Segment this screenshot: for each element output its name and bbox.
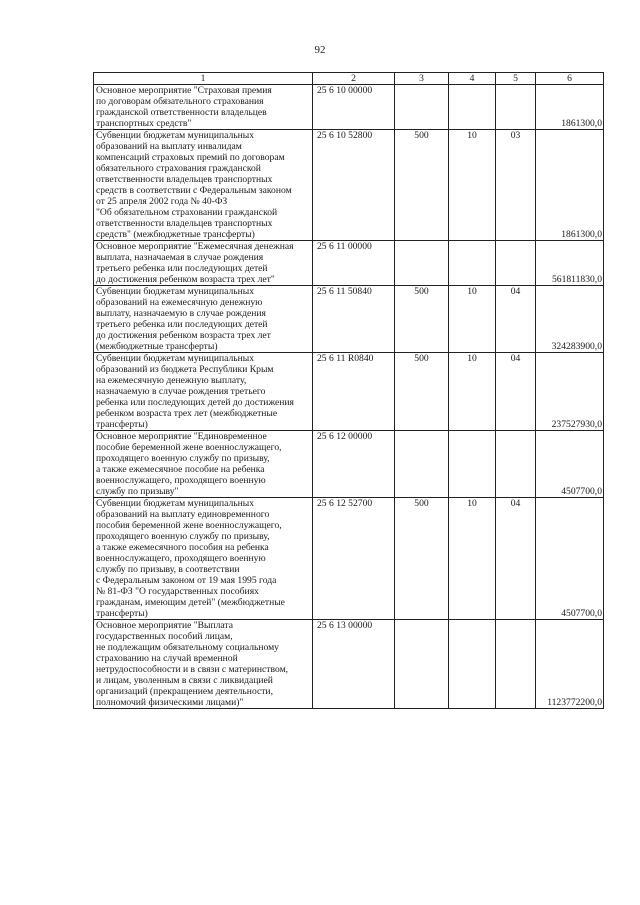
table-row	[94, 431, 604, 498]
column-header: 6	[536, 73, 604, 85]
item-code: 25 6 10 52800	[313, 130, 395, 241]
table-row	[94, 241, 604, 286]
item-col3	[395, 241, 449, 286]
item-col5: 04	[496, 498, 536, 620]
item-name: Основное мероприятие "Единовременное пособие беременной жене военнослужащего, проходящего военную службу по призыву, а также ежемесячное пособие на ребенка военнослужащего, проходящего военную службу по призыву"	[94, 431, 313, 498]
item-col3: 500	[395, 286, 449, 353]
item-col5: 03	[496, 130, 536, 241]
item-col4	[449, 85, 496, 130]
item-col5: 04	[496, 353, 536, 431]
column-header: 2	[313, 73, 395, 85]
item-amount: 237527930,0	[536, 353, 604, 431]
item-name: Субвенции бюджетам муниципальных образований на выплату единовременного пособия беременной жене военнослужащего, проходящего военную службу по призыву, а также ежемесячного пособия на ребенка военнослужащего, проходящего военную службу по призыву, в соответствии с Федеральным законом от 19 мая 1995 года № 81-ФЗ "О государственных пособиях гражданам, имеющим детей" (межбюджетные трансферты)	[94, 498, 313, 620]
table-row	[94, 620, 604, 709]
item-name: Субвенции бюджетам муниципальных образований из бюджета Республики Крым на ежемесячную денежную выплату, назначаемую в случае рождения третьего ребенка или последующих детей до достижения ребенком возраста трех лет (межбюджетные трансферты)	[94, 353, 313, 431]
item-code: 25 6 11 50840	[313, 286, 395, 353]
table-row	[94, 85, 604, 130]
item-name: Основное мероприятие "Ежемесячная денежная выплата, назначаемая в случае рождения третьего ребенка или последующих детей до достижения ребенком возраста трех лет"	[94, 241, 313, 286]
item-code: 25 6 10 00000	[313, 85, 395, 130]
item-amount: 561811830,0	[536, 241, 604, 286]
item-col5	[496, 85, 536, 130]
table-header-row	[94, 73, 604, 85]
item-col3: 500	[395, 130, 449, 241]
table-row	[94, 498, 604, 620]
item-code: 25 6 12 52700	[313, 498, 395, 620]
item-amount: 4507700,0	[536, 498, 604, 620]
item-amount: 1861300,0	[536, 130, 604, 241]
item-col4	[449, 620, 496, 709]
item-col3: 500	[395, 498, 449, 620]
item-code: 25 6 12 00000	[313, 431, 395, 498]
item-col5	[496, 241, 536, 286]
table-row	[94, 353, 604, 431]
item-col4	[449, 431, 496, 498]
item-code: 25 6 11 00000	[313, 241, 395, 286]
column-header: 1	[94, 73, 313, 85]
item-col5: 04	[496, 286, 536, 353]
item-col3	[395, 620, 449, 709]
item-col3	[395, 85, 449, 130]
table-row	[94, 130, 604, 241]
item-col5	[496, 431, 536, 498]
column-header: 5	[496, 73, 536, 85]
item-name: Субвенции бюджетам муниципальных образований на ежемесячную денежную выплату, назначаемую в случае рождения третьего ребенка или последующих детей до достижения ребенком возраста трех лет (межбюджетные трансферты)	[94, 286, 313, 353]
item-name: Субвенции бюджетам муниципальных образований на выплату инвалидам компенсаций страховых премий по договорам обязательного страхования гражданской ответственности владельцев транспортных средств в соответствии с Федеральным законом от 25 апреля 2002 года № 40-ФЗ "Об обязательном страховании гражданской ответственности владельцев транспортных средств" (межбюджетные трансферты)	[94, 130, 313, 241]
table-row	[94, 286, 604, 353]
column-header: 3	[395, 73, 449, 85]
item-col4: 10	[449, 353, 496, 431]
item-col3	[395, 431, 449, 498]
column-header: 4	[449, 73, 496, 85]
item-amount: 4507700,0	[536, 431, 604, 498]
item-code: 25 6 13 00000	[313, 620, 395, 709]
item-col4	[449, 241, 496, 286]
item-amount: 1123772200,0	[536, 620, 604, 709]
item-name: Основное мероприятие "Страховая премия по договорам обязательного страхования гражданской ответственности владельцев транспортных средств"	[94, 85, 313, 130]
item-col4: 10	[449, 498, 496, 620]
item-col4: 10	[449, 130, 496, 241]
item-code: 25 6 11 R0840	[313, 353, 395, 431]
item-col3: 500	[395, 353, 449, 431]
budget-table	[93, 72, 604, 709]
item-amount: 324283900,0	[536, 286, 604, 353]
item-col5	[496, 620, 536, 709]
item-col4: 10	[449, 286, 496, 353]
item-name: Основное мероприятие "Выплата государственных пособий лицам, не подлежащим обязательному социальному страхованию на случай временной нетрудоспособности и в связи с материнством, и лицам, уволенным в связи с ликвидацией организаций (прекращением деятельности, полномочий физическими лицами)"	[94, 620, 313, 709]
item-amount: 1861300,0	[536, 85, 604, 130]
page-number: 92	[314, 44, 326, 56]
